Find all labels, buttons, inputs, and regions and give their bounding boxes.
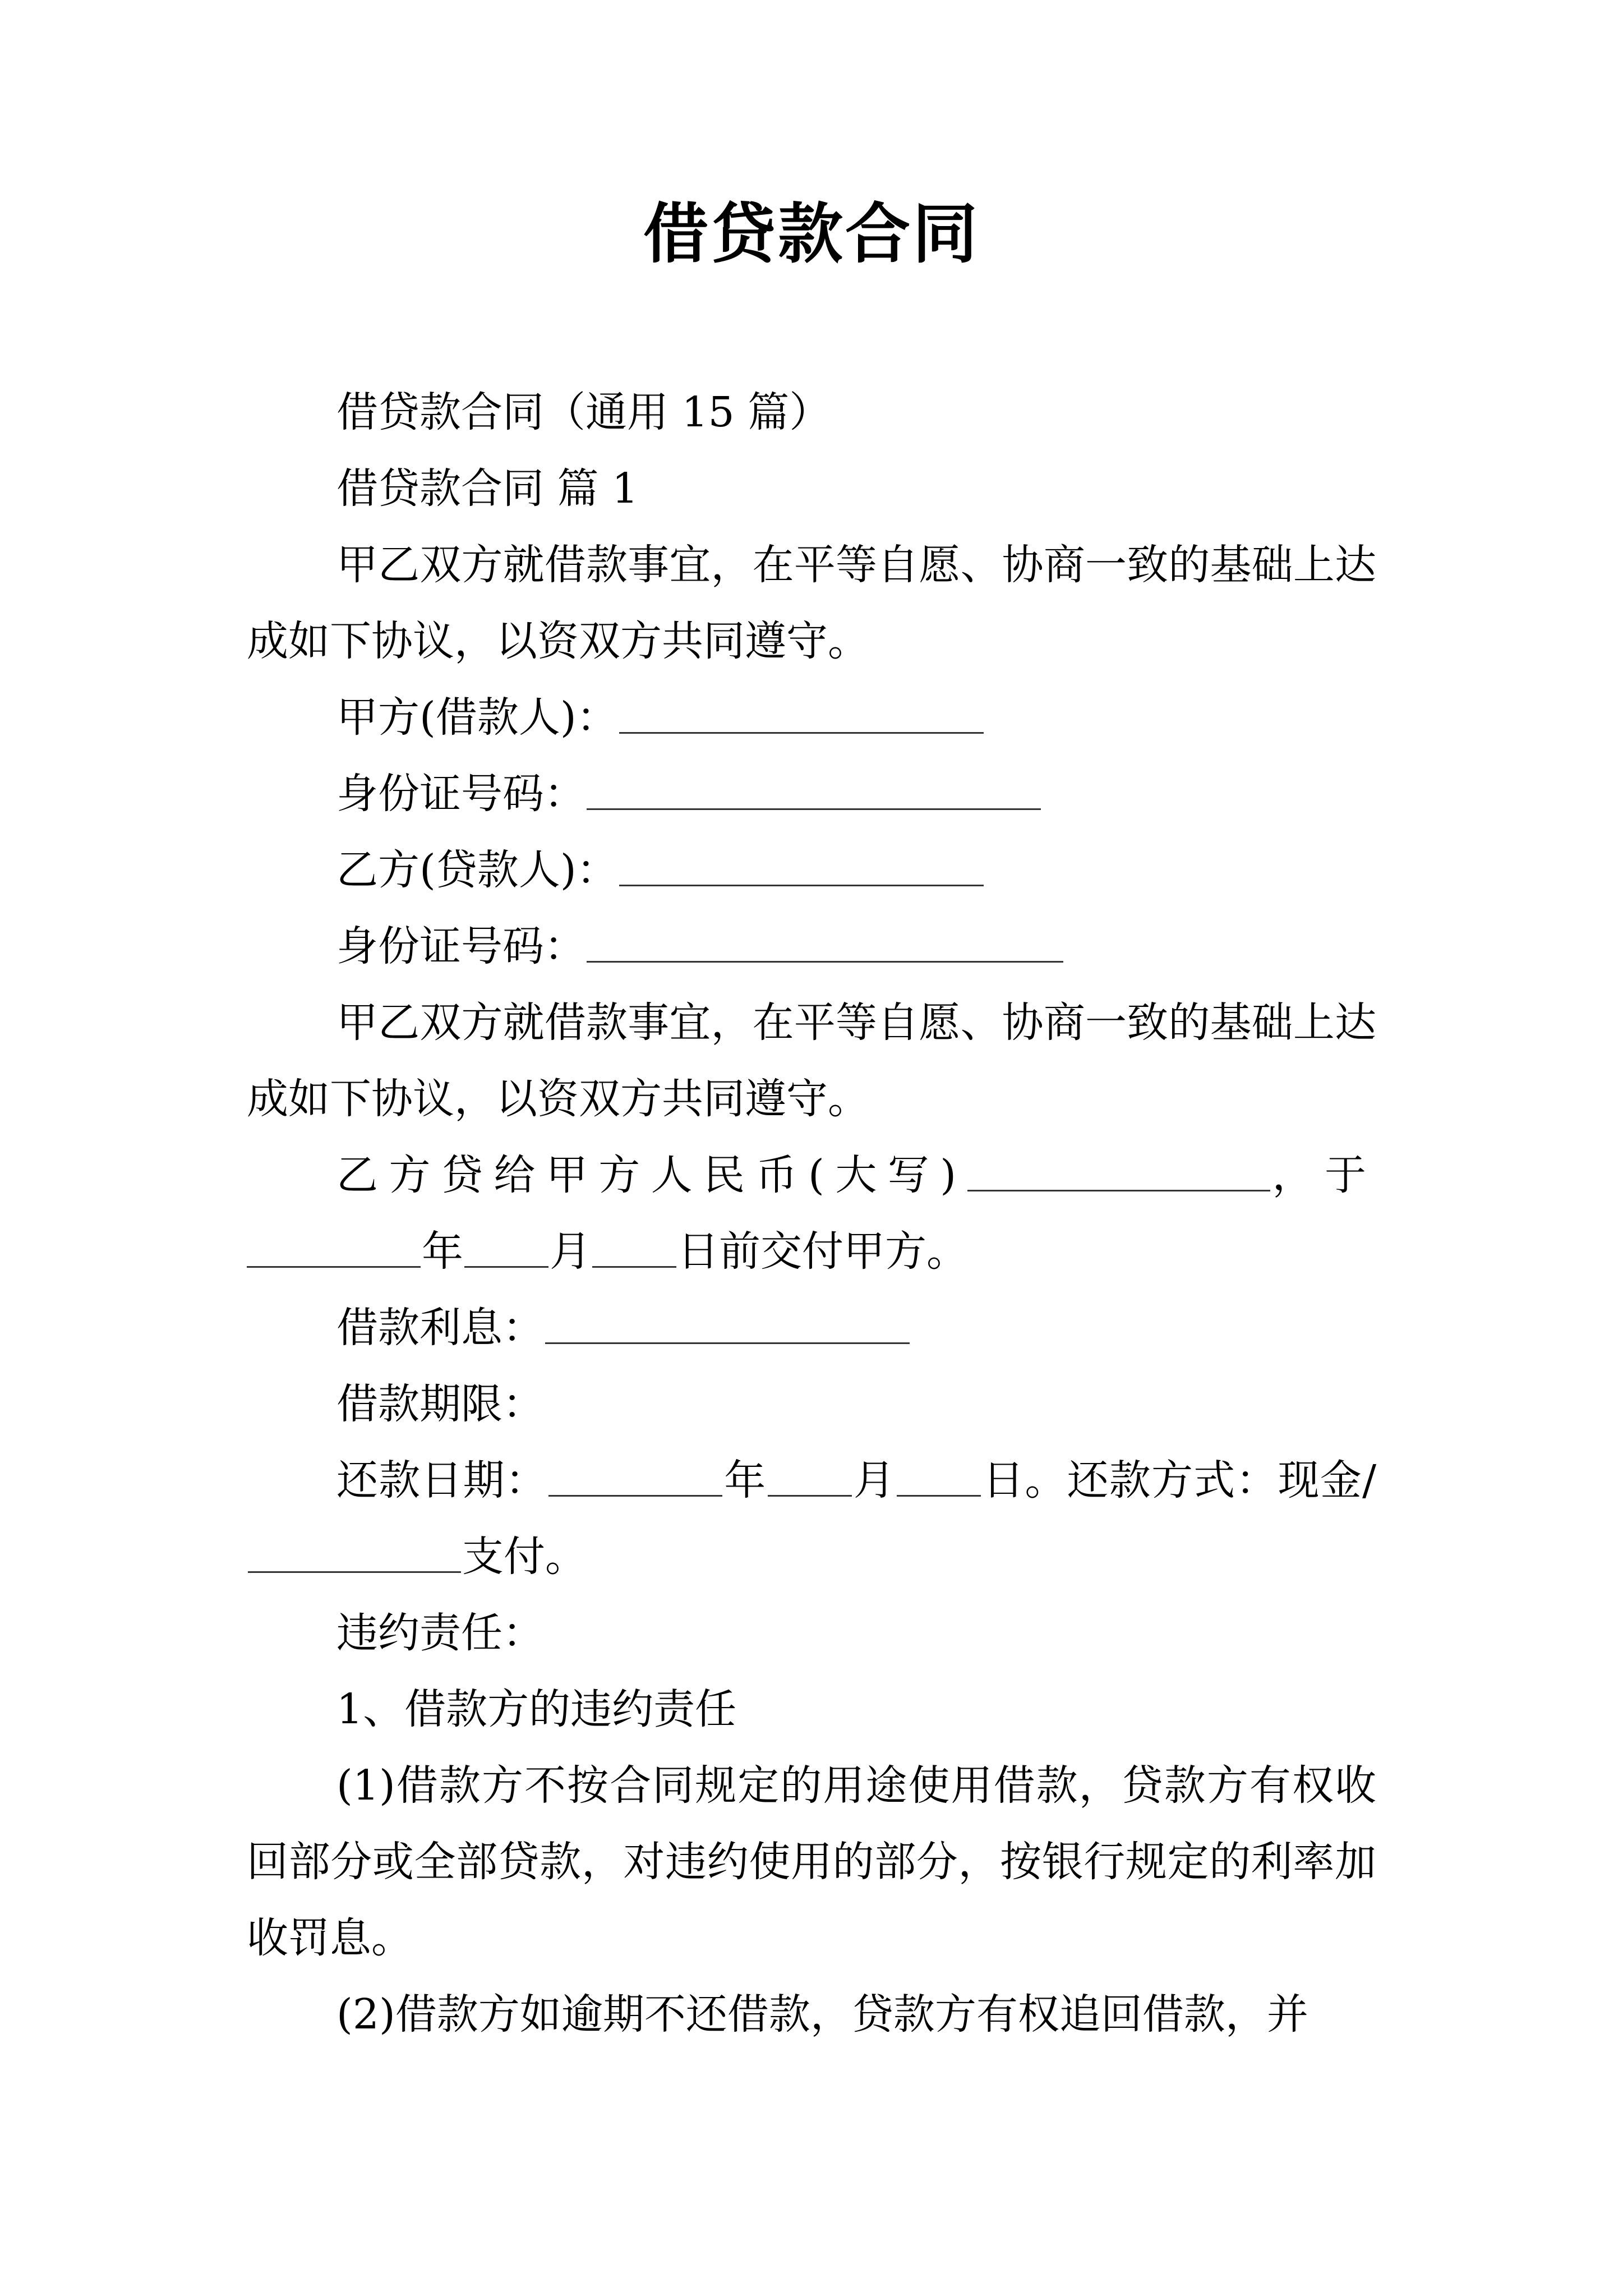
loan-amount-label: 乙方贷给甲方人民币(大写) (336, 1151, 967, 1199)
party-b-id-label: 身份证号码： (336, 922, 585, 970)
repayment-method-blank (248, 1536, 461, 1573)
document-body (247, 374, 1376, 2053)
party-a-id-blank (587, 774, 1041, 810)
paragraph-repayment (247, 1442, 1376, 1595)
repayment-label: 还款日期： (336, 1456, 548, 1504)
paragraph-loan-amount (247, 1137, 1376, 1290)
repayment-method-text: 日。还款方式：现金 (981, 1456, 1363, 1504)
paragraph-term (247, 1366, 1376, 1442)
paragraph-borrower-liability: 1、借款方的违约责任 (336, 1685, 737, 1733)
loan-month-label: 月 (550, 1227, 591, 1276)
paragraph-agreement-intro: 甲乙双方就借款事宜，在平等自愿、协商一致的基础上达成如下协议，以资双方共同遵守。 (247, 541, 1376, 665)
paragraph-clause-1: (1)借款方不按合同规定的用途使用借款，贷款方有权收回部分或全部贷款，对违约使用的部分，按银行规定的利率加收罚息。 (247, 1761, 1376, 1962)
paragraph-clause-2: (2)借款方如逾期不还借款，贷款方有权追回借款，并 (336, 1990, 1308, 2039)
loan-amount-blank (967, 1155, 1270, 1191)
party-b-label: 乙方(贷款人)： (336, 846, 618, 894)
loan-year-label: 年 (422, 1227, 463, 1276)
paragraph-party-a (247, 679, 1376, 756)
paragraph-section-heading: 借贷款合同 篇 1 (336, 464, 639, 513)
document-title: 借贷款合同 (643, 196, 980, 272)
term-label: 借款期限： (336, 1380, 544, 1428)
party-a-id-label: 身份证号码： (336, 770, 585, 818)
repayment-year-blank (548, 1460, 722, 1497)
paragraph-party-b (247, 832, 1376, 908)
repayment-year-label: 年 (723, 1456, 767, 1504)
repayment-pay-text: 支付。 (462, 1533, 587, 1581)
party-b-id-blank (587, 926, 1063, 963)
paragraph-agreement-repeat: 甲乙双方就借款事宜，在平等自愿、协商一致的基础上达成如下协议，以资双方共同遵守。 (247, 999, 1376, 1123)
repayment-month-blank (768, 1460, 852, 1497)
party-b-blank (619, 850, 984, 886)
paragraph-subtitle: 借贷款合同（通用 15 篇） (336, 388, 831, 436)
party-a-blank (619, 697, 984, 734)
paragraph-liability-heading: 违约责任： (336, 1609, 544, 1657)
paragraph-interest (247, 1290, 1376, 1366)
repayment-slash: / (1362, 1456, 1377, 1504)
loan-day-blank (592, 1231, 676, 1268)
party-a-label: 甲方(借款人)： (336, 693, 618, 742)
loan-month-blank (464, 1231, 548, 1268)
interest-blank (545, 1308, 910, 1344)
paragraph-party-a-id (247, 756, 1376, 832)
paragraph-party-b-id (247, 908, 1376, 984)
interest-label: 借款利息： (336, 1304, 544, 1352)
loan-amount-connector: ，于 (1271, 1151, 1377, 1199)
repayment-month-label: 月 (852, 1456, 896, 1504)
loan-delivery-text: 日前交付甲方。 (677, 1227, 968, 1276)
repayment-day-blank (897, 1460, 981, 1497)
loan-year-blank (247, 1231, 421, 1268)
